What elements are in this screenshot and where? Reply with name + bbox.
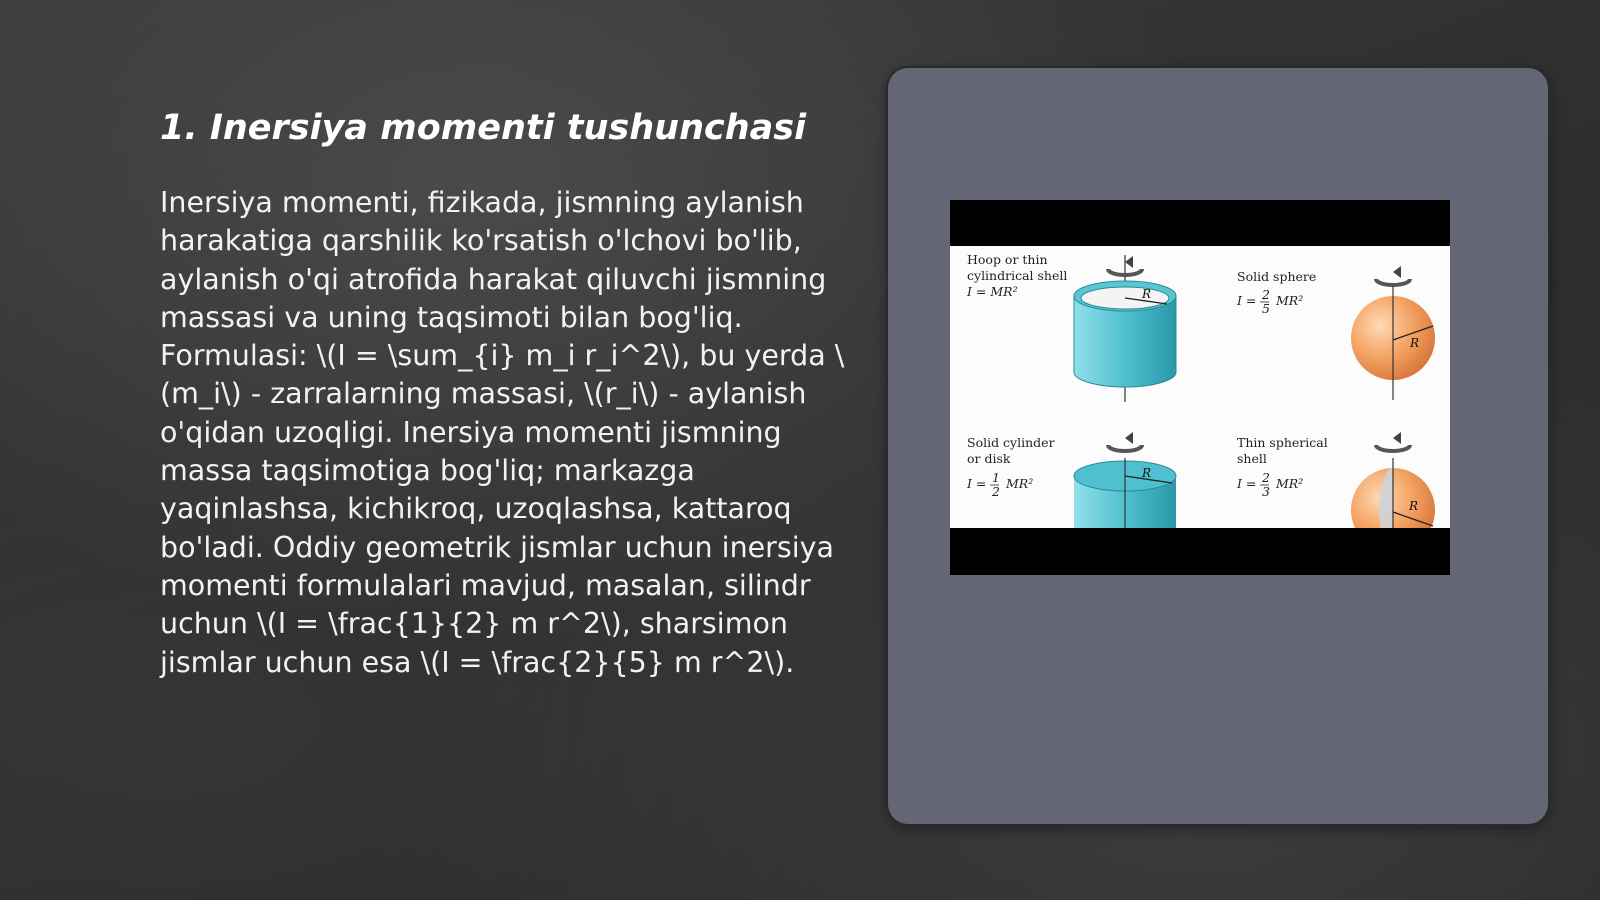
solid-cylinder-radius-label: R	[1142, 466, 1152, 480]
thin-shell-label-line2: shell	[1237, 451, 1267, 466]
slide-body-text: Inersiya momenti, fizikada, jismning aylanish harakatiga qarshilik ko'rsatish o'lchovi bo'lib, aylanish o'qi atrofida harakat qiluvchi jismning massasi va uning taqsimoti bilan bog'liq. Formulasi: \(I = \sum_{i} m_i r_i^2\), bu yerda \(m_i\) - zarralarning massasi, \(r_i\) - aylanish o'qidan uzoqligi. Inersiya momenti jismning massa taqsimotiga bog'liq; markazga yaqinlashsa, kichikroq, uzoqlashsa, kattaroq bo'ladi. Oddiy geometrik jismlar uchun inersiya momenti formulalari mavjud, masalan, silindr uchun \(I = \frac{1}{2} m r^2\), sharsimon jismlar uchun esa \(I = \frac{2}{5} m r^2\).	[160, 186, 845, 679]
moment-of-inertia-figure	[950, 200, 1450, 575]
letterbox-bottom	[950, 528, 1450, 575]
solid-cylinder-frac-num: 1	[992, 470, 1000, 485]
thin-shell-frac-den: 3	[1262, 484, 1270, 499]
solid-cylinder-label-line1: Solid cylinder	[967, 435, 1055, 450]
solid-cylinder-label-line2: or disk	[967, 451, 1011, 466]
solid-sphere-frac-den: 5	[1262, 301, 1270, 316]
solid-cylinder-formula-suffix: MR²	[1006, 476, 1034, 491]
hoop-formula: I = MR²	[967, 284, 1018, 299]
thin-shell-label-line1: Thin spherical	[1237, 435, 1328, 450]
slide-title: 1. Inersiya momenti tushunchasi	[160, 108, 807, 148]
solid-sphere-formula-prefix: I =	[1237, 293, 1257, 308]
thin-shell-formula-prefix: I =	[1237, 476, 1257, 491]
thin-shell-formula-suffix: MR²	[1276, 476, 1304, 491]
solid-cylinder-frac-den: 2	[992, 484, 1000, 499]
hoop-label-line1: Hoop or thin	[967, 252, 1048, 267]
hoop-label-line2: cylindrical shell	[967, 268, 1068, 283]
thin-shell-radius-label: R	[1409, 499, 1419, 513]
hoop-radius-label: R	[1142, 287, 1152, 301]
letterbox-top	[950, 200, 1450, 246]
solid-cylinder-formula-prefix: I =	[967, 476, 987, 491]
solid-sphere-radius-label: R	[1410, 336, 1420, 350]
solid-sphere-label: Solid sphere	[1237, 269, 1317, 284]
solid-sphere-frac-num: 2	[1262, 287, 1270, 302]
solid-sphere-formula-suffix: MR²	[1276, 293, 1304, 308]
thin-shell-frac-num: 2	[1262, 470, 1270, 485]
